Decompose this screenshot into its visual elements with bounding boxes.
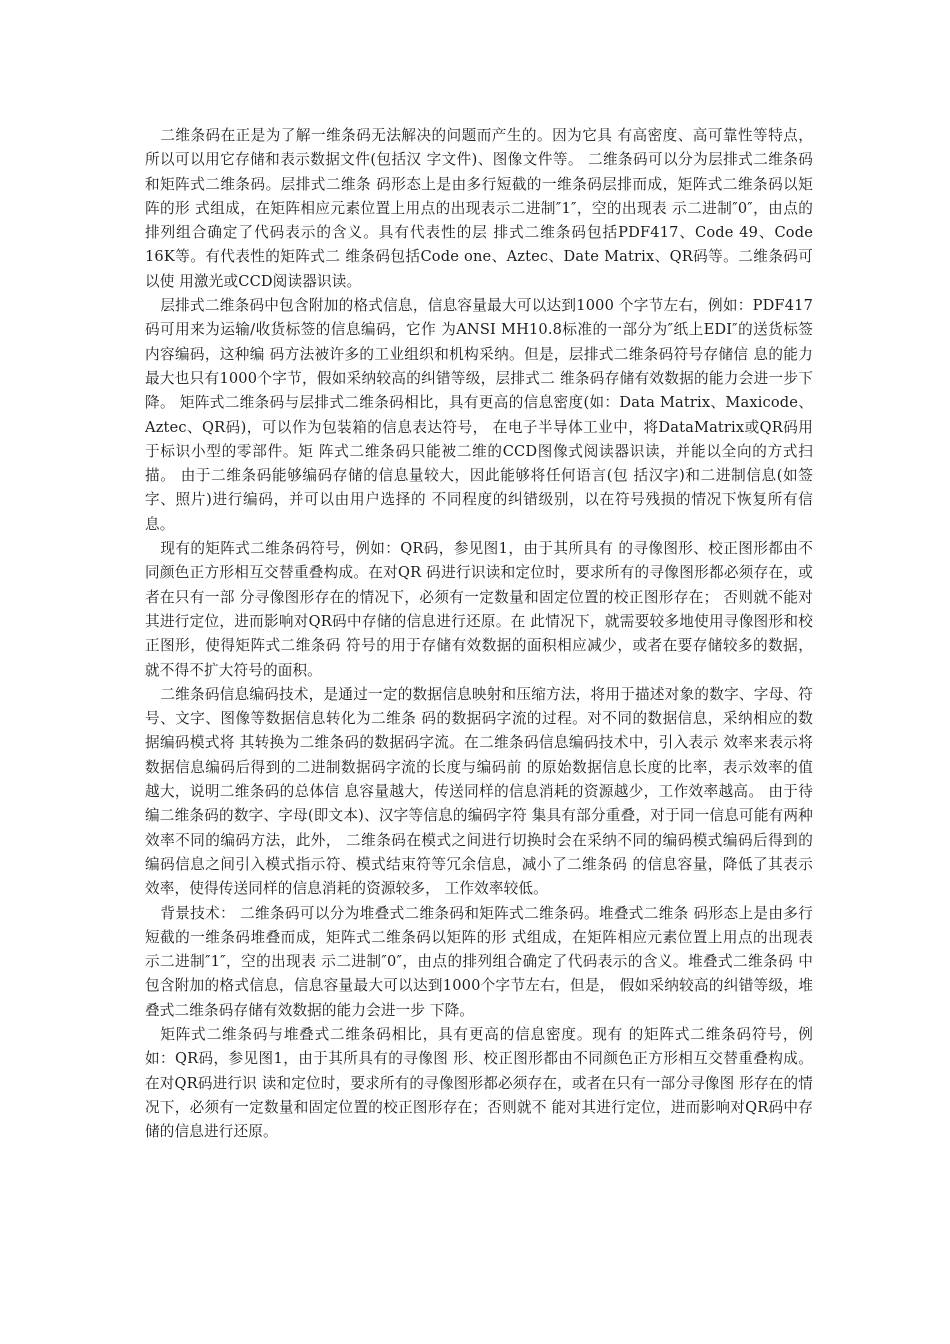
paragraph-matrix-codes: 现有的矩阵式二维条码符号，例如：QR码，参见图1，由于其所具有 的寻像图形、校正图形都由不同颜色正方形相互交替重叠构成。在对QR 码进行识读和定位时，要求所有的寻像图形都必须存在，或者在只有一部 分寻像图形存在的情况下，必须有一定数量和固定位置的校正图形存在； 否则就不能对其进行定位，进而影响对QR码中存储的信息进行还原。在 此情况下，就需要较多地使用寻像图形和校正图形，使得矩阵式二维条码 符号的用于存储有效数据的面积相应减少，或者在要存储较多的数据，就不得不扩大符号的面积。 xyxy=(145,540,813,679)
paragraph-encoding-technology: 二维条码信息编码技术，是通过一定的数据信息映射和压缩方法，将用于描述对象的数字、字母、符号、文字、图像等数据信息转化为二维条 码的数据码字流的过程。对不同的数据信息，采纳相应的数据编码模式将 其转换为二维条码的数据码字流。在二维条码信息编码技术中，引入表示 效率来表示将数据信息编码后得到的二进制数据码字流的长度与编码前 的原始数据信息长度的比率，表示效率的值越大，说明二维条码的总体信 息容量越大，传送同样的信息消耗的资源越少，工作效率越高。 由于待编二维条码的数字、字母(即文本)、汉字等信息的编码字符 集具有部分重叠，对于同一信息可能有两种效率不同的编码方法，此外， 二维条码在模式之间进行切换时会在采纳不同的编码模式编码后得到的 编码信息之间引入模式指示符、模式结束符等冗余信息，减小了二维条码 的信息容量，降低了其表示效率，使得传送同样的信息消耗的资源较多， 工作效率较低。 xyxy=(145,685,813,898)
paragraph-intro: 二维条码在正是为了解一维条码无法解决的问题而产生的。因为它具 有高密度、高可靠性等特点，所以可以用它存储和表示数据文件(包括汉 字文件)、图像文件等。 二维条码可以分为层排式二维条码和矩阵式二维条码。层排式二维条 码形态上是由多行短截的一维条码层排而成，矩阵式二维条码以矩阵的形 式组成，在矩阵相应元素位置上用点的出现表示二进制″1″，空的出现表 示二进制″0″，由点的排列组合确定了代码表示的含义。具有代表性的层 排式二维条码包括PDF417、Code 49、Code 16K等。有代表性的矩阵式二 维条码包括Code one、Aztec、Date Matrix、QR码等。二维条码可以使 用激光或CCD阅读器识读。 xyxy=(145,127,813,290)
paragraph-stacked-codes: 层排式二维条码中包含附加的格式信息，信息容量最大可以达到1000 个字节左右，例如：PDF417码可用来为运输/收货标签的信息编码，它作 为ANSI MH10.8标准的一部分为″纸上EDI″的送货标签内容编码，这种编 码方法被许多的工业组织和机构采纳。但是，层排式二维条码符号存储信 息的能力最大也只有1000个字节，假如采纳较高的纠错等级，层排式二 维条码存储有效数据的能力会进一步下降。 矩阵式二维条码与层排式二维条码相比，具有更高的信息密度(如：Data Matrix、Maxicode、Aztec、QR码)，可以作为包装箱的信息表达符号， 在电子半导体工业中，将DataMatrix或QR码用于标识小型的零部件。矩 阵式二维条码只能被二维的CCD图像式阅读器识读，并能以全向的方式扫 描。 由于二维条码能够编码存储的信息量较大，因此能够将任何语言(包 括汉字)和二进制信息(如签字、照片)进行编码，并可以由用户选择的 不同程度的纠错级别，以在符号残损的情况下恢复所有信息。 xyxy=(145,297,813,533)
document-page xyxy=(145,124,813,1144)
paragraph-matrix-vs-stacked: 矩阵式二维条码与堆叠式二维条码相比，具有更高的信息密度。现有 的矩阵式二维条码符号，例如：QR码，参见图1，由于其所具有的寻像图 形、校正图形都由不同颜色正方形相互交替重叠构成。在对QR码进行识 读和定位时，要求所有的寻像图形都必须存在，或者在只有一部分寻像图 形存在的情况下，必须有一定数量和固定位置的校正图形存在；否则就不 能对其进行定位，进而影响对QR码中存储的信息进行还原。 xyxy=(145,1025,813,1141)
paragraph-background: 背景技术： 二维条码可以分为堆叠式二维条码和矩阵式二维条码。堆叠式二维条 码形态上是由多行短截的一维条码堆叠而成，矩阵式二维条码以矩阵的形 式组成，在矩阵相应元素位置上用点的出现表示二进制″1″，空的出现表 示二进制″0″，由点的排列组合确定了代码表示的含义。堆叠式二维条码 中包含附加的格式信息，信息容量最大可以达到1000个字节左右，但是， 假如采纳较高的纠错等级，堆叠式二维条码存储有效数据的能力会进一步 下降。 xyxy=(145,904,813,1019)
